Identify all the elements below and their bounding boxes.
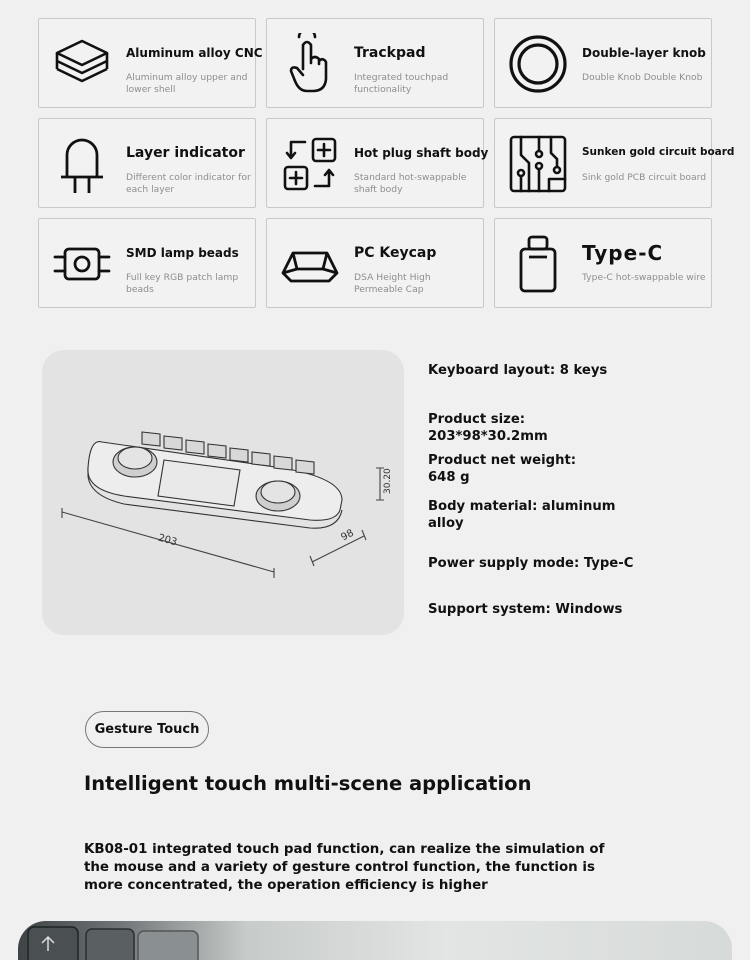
feature-card-type-c <box>494 218 712 308</box>
circuit-board-icon <box>507 133 569 195</box>
gesture-touch-tag: Gesture Touch <box>85 711 209 748</box>
feature-title: Hot plug shaft body <box>354 146 489 160</box>
dimension-width-label: 98 <box>339 527 356 544</box>
dimension-height-label: 30.20 <box>383 468 393 494</box>
feature-desc: Type-C hot-swappable wire <box>582 272 706 283</box>
hot-swap-icon <box>279 133 341 195</box>
led-icon <box>51 133 113 195</box>
spec-item: Body material: aluminum alloy <box>428 499 616 531</box>
feature-title: Trackpad <box>354 45 426 61</box>
feature-desc: Different color indicator for each layer <box>126 172 251 195</box>
knob-icon <box>507 33 569 95</box>
spec-item: Keyboard layout: 8 keys <box>428 363 608 378</box>
feature-card-cnc <box>38 18 263 108</box>
feature-card-smd-lamp <box>38 218 256 308</box>
feature-desc: Double Knob Double Knob <box>582 72 703 83</box>
feature-desc: Aluminum alloy upper and lower shell <box>126 72 248 95</box>
layers-icon <box>51 33 113 95</box>
spec-item: Power supply mode: Type-C <box>428 556 634 571</box>
feature-desc: Standard hot-swappable shaft body <box>354 172 467 195</box>
feature-card-keycap <box>266 218 484 308</box>
feature-desc: DSA Height High Permeable Cap <box>354 272 431 295</box>
feature-title: Double-layer knob <box>582 46 706 60</box>
smd-lamp-icon <box>51 233 113 295</box>
section-headline: Intelligent touch multi-scene application <box>84 772 532 795</box>
spec-item: Support system: Windows <box>428 602 623 617</box>
feature-title: Layer indicator <box>126 145 245 161</box>
touch-finger-icon <box>279 33 341 95</box>
feature-title: SMD lamp beads <box>126 246 239 260</box>
spec-item: Product size: 203*98*30.2mm <box>428 412 548 444</box>
feature-desc: Integrated touchpad functionality <box>354 72 449 95</box>
spec-item: Product net weight: 648 g <box>428 453 577 485</box>
feature-card-hot-plug <box>266 118 489 208</box>
feature-card-circuit-board <box>494 118 735 208</box>
feature-title: Sunken gold circuit board <box>582 146 735 158</box>
product-drawing <box>42 350 404 635</box>
feature-card-knob <box>494 18 712 108</box>
product-drawing-panel <box>42 350 404 635</box>
feature-desc: Sink gold PCB circuit board <box>582 172 707 183</box>
feature-title: Aluminum alloy CNC <box>126 46 263 60</box>
dimension-length-label: 203 <box>156 532 179 549</box>
keycap-icon <box>279 233 341 295</box>
feature-grid <box>38 18 735 308</box>
product-photo-strip <box>18 921 732 960</box>
usb-c-connector-icon <box>507 233 569 295</box>
feature-title: PC Keycap <box>354 245 437 261</box>
section-paragraph: KB08-01 integrated touch pad function, can realize the simulation of the mouse and a variety of gesture control function, the function is more concentrated, the operation efficiency is higher <box>84 842 605 893</box>
feature-card-layer-indicator <box>38 118 256 208</box>
feature-desc: Full key RGB patch lamp beads <box>126 272 239 295</box>
feature-title: Type-C <box>582 241 664 265</box>
feature-card-trackpad <box>266 18 484 108</box>
